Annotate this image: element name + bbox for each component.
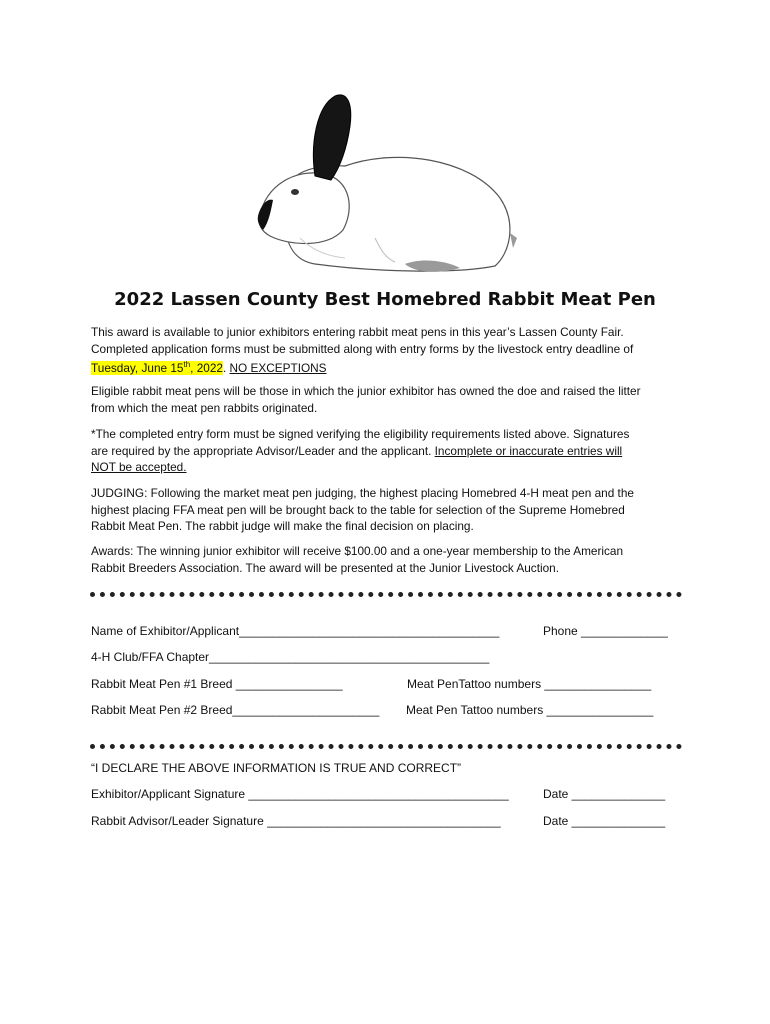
intro-paragraph xyxy=(91,324,691,376)
signed-line-3: NOT be accepted. xyxy=(91,460,187,474)
signed-line-2 xyxy=(91,443,691,460)
pen2-breed-field[interactable]: Rabbit Meat Pen #2 Breed______________________ xyxy=(91,703,380,717)
judging-paragraph xyxy=(91,485,691,535)
deadline-suffix: th xyxy=(183,360,191,369)
judging-line-3: Rabbit Meat Pen. The rabbit judge will make the final decision on placing. xyxy=(91,519,474,533)
eligible-line-1: Eligible rabbit meat pens will be those in which the junior exhibitor has owned the doe and raised the litter xyxy=(91,384,641,398)
phone-field[interactable]: Phone _____________ xyxy=(543,624,668,638)
advisor-signature-field[interactable]: Rabbit Advisor/Leader Signature ___________________________________ xyxy=(91,814,501,828)
exhibitor-signature-field[interactable]: Exhibitor/Applicant Signature _______________________________________ xyxy=(91,787,509,801)
deadline-period: . xyxy=(222,360,227,375)
dotted-divider-1 xyxy=(90,592,682,597)
club-chapter-field[interactable]: 4-H Club/FFA Chapter__________________________________________ xyxy=(91,650,490,664)
judging-line-1: JUDGING: Following the market meat pen judging, the highest placing Homebred 4-H meat pen and the xyxy=(91,486,634,500)
signed-line-2b: Incomplete or inaccurate entries will xyxy=(434,443,623,458)
deadline-year: , 2022 xyxy=(190,360,223,375)
awards-line-2: Rabbit Breeders Association. The award will be presented at the Junior Livestock Auction. xyxy=(91,560,559,575)
signed-line-2a: are required by the appropriate Advisor/Leader and the applicant. xyxy=(91,443,435,458)
pen2-tattoo-field[interactable]: Meat Pen Tattoo numbers ________________ xyxy=(406,703,654,717)
advisor-date-field[interactable]: Date ______________ xyxy=(543,814,666,828)
intro-line-2: Completed application forms must be submitted along with entry forms by the livestock entry deadline of xyxy=(91,341,634,356)
intro-line-3 xyxy=(91,357,691,376)
judging-line-2: highest placing FFA meat pen will be brought back to the table for selection of the Supreme Homebred xyxy=(91,502,625,517)
awards-line-1: Awards: The winning junior exhibitor will receive $100.00 and a one-year membership to the American xyxy=(91,544,624,558)
exhibitor-date-field[interactable]: Date ______________ xyxy=(543,787,666,801)
no-exceptions: NO EXCEPTIONS xyxy=(229,360,327,375)
eligibility-paragraph xyxy=(91,383,691,416)
rabbit-illustration xyxy=(255,88,525,283)
pen1-tattoo-field[interactable]: Meat PenTattoo numbers ________________ xyxy=(407,677,652,691)
eligible-line-2: from which the meat pen rabbits originated. xyxy=(91,400,318,415)
signed-line-1: *The completed entry form must be signed verifying the eligibility requirements listed above. Signatures xyxy=(91,427,630,441)
declaration-statement: “I DECLARE THE ABOVE INFORMATION IS TRUE AND CORRECT” xyxy=(91,761,462,775)
pen1-breed-field[interactable]: Rabbit Meat Pen #1 Breed ________________ xyxy=(91,677,343,691)
exhibitor-name-field[interactable]: Name of Exhibitor/Applicant_______________________________________ xyxy=(91,624,500,638)
intro-line-1: This award is available to junior exhibitors entering rabbit meat pens in this year’s Lassen County Fair. xyxy=(91,325,624,339)
dotted-divider-2 xyxy=(90,744,682,749)
deadline-highlight xyxy=(91,361,223,375)
awards-paragraph xyxy=(91,543,691,576)
deadline-date: Tuesday, June 15 xyxy=(91,360,184,375)
page-title: 2022 Lassen County Best Homebred Rabbit Meat Pen xyxy=(114,289,656,310)
signature-requirement-paragraph xyxy=(91,426,691,476)
